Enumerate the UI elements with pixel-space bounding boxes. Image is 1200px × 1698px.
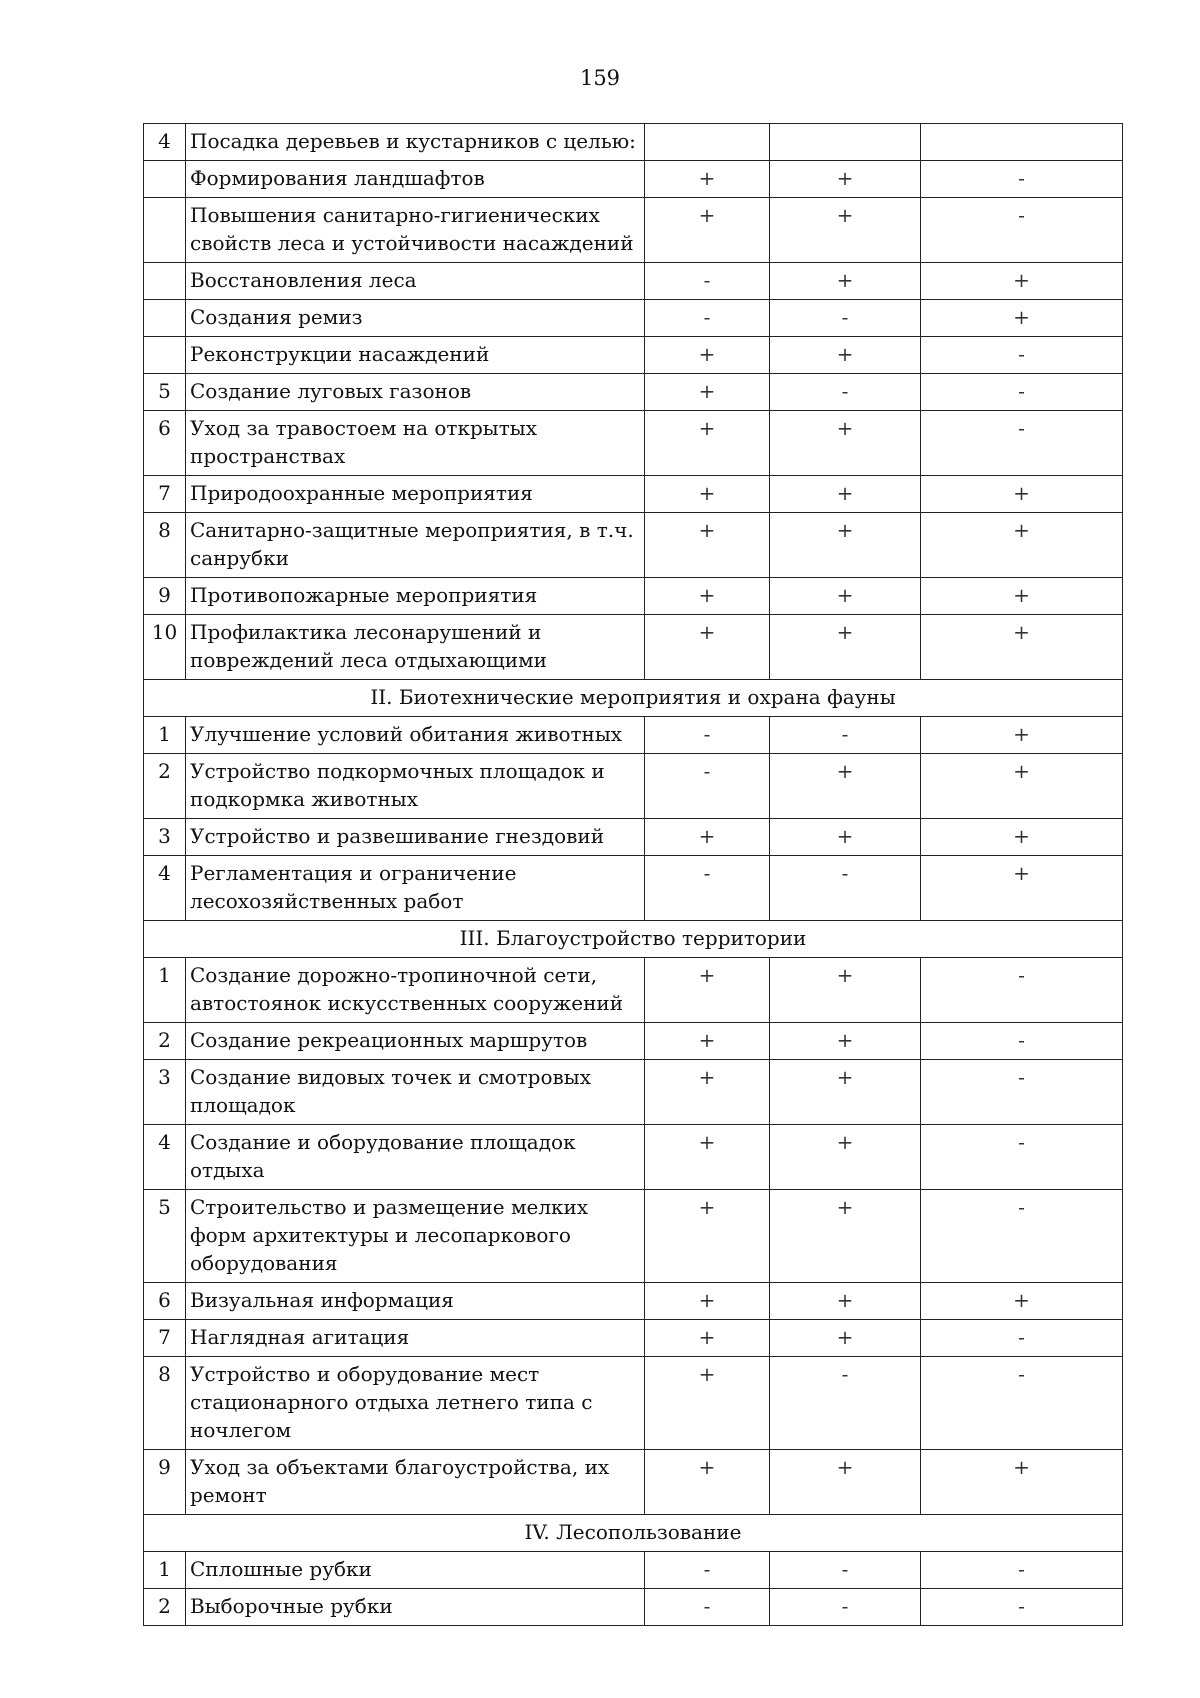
row-number: [144, 300, 186, 337]
table-row: [144, 1283, 1123, 1320]
table-row: [144, 1552, 1123, 1589]
mark-col-2: -: [770, 856, 921, 921]
measure-name: Природоохранные мероприятия: [186, 476, 645, 513]
mark-col-3: +: [921, 717, 1123, 754]
mark-col-3: -: [921, 411, 1123, 476]
mark-col-2: +: [770, 958, 921, 1023]
mark-col-1: +: [645, 1283, 770, 1320]
mark-col-2: +: [770, 161, 921, 198]
table-row: [144, 476, 1123, 513]
section-title: II. Биотехнические мероприятия и охрана фауны: [144, 680, 1123, 717]
mark-col-3: +: [921, 1283, 1123, 1320]
row-number: [144, 161, 186, 198]
mark-col-3: -: [921, 1190, 1123, 1283]
mark-col-3: -: [921, 1060, 1123, 1125]
mark-col-3: +: [921, 819, 1123, 856]
row-number: 3: [144, 819, 186, 856]
table-row: [144, 300, 1123, 337]
mark-col-1: +: [645, 1023, 770, 1060]
mark-col-1: +: [645, 1060, 770, 1125]
table-row: [144, 1320, 1123, 1357]
row-number: 5: [144, 1190, 186, 1283]
mark-col-3: -: [921, 1552, 1123, 1589]
mark-col-3: +: [921, 513, 1123, 578]
row-number: 10: [144, 615, 186, 680]
row-number: 1: [144, 958, 186, 1023]
row-number: 6: [144, 411, 186, 476]
measure-name: Регламентация и ограничение лесохозяйственных работ: [186, 856, 645, 921]
table-row: [144, 856, 1123, 921]
mark-col-2: +: [770, 1450, 921, 1515]
mark-col-1: +: [645, 958, 770, 1023]
mark-col-1: +: [645, 1320, 770, 1357]
mark-col-1: +: [645, 1125, 770, 1190]
measure-name: Наглядная агитация: [186, 1320, 645, 1357]
mark-col-1: +: [645, 1190, 770, 1283]
mark-col-1: +: [645, 1450, 770, 1515]
mark-col-3: +: [921, 578, 1123, 615]
table-row: [144, 1589, 1123, 1626]
table-row: [144, 1450, 1123, 1515]
row-number: 7: [144, 476, 186, 513]
table-row: [144, 161, 1123, 198]
table-row: [144, 198, 1123, 263]
row-number: 2: [144, 1023, 186, 1060]
mark-col-1: -: [645, 300, 770, 337]
mark-col-2: +: [770, 476, 921, 513]
row-number: 8: [144, 1357, 186, 1450]
mark-col-2: -: [770, 717, 921, 754]
table-row: [144, 1023, 1123, 1060]
mark-col-1: [645, 124, 770, 161]
measure-name: Улучшение условий обитания животных: [186, 717, 645, 754]
mark-col-2: +: [770, 615, 921, 680]
mark-col-2: +: [770, 1320, 921, 1357]
row-number: 9: [144, 578, 186, 615]
row-number: 7: [144, 1320, 186, 1357]
mark-col-3: -: [921, 1320, 1123, 1357]
measure-name: Посадка деревьев и кустарников с целью:: [186, 124, 645, 161]
row-number: 2: [144, 1589, 186, 1626]
row-number: 4: [144, 856, 186, 921]
mark-col-1: +: [645, 615, 770, 680]
measure-name: Создания ремиз: [186, 300, 645, 337]
mark-col-3: +: [921, 754, 1123, 819]
measure-name: Визуальная информация: [186, 1283, 645, 1320]
measures-table: [143, 123, 1123, 1626]
row-number: 1: [144, 1552, 186, 1589]
row-number: 4: [144, 124, 186, 161]
mark-col-3: -: [921, 1589, 1123, 1626]
measure-name: Реконструкции насаждений: [186, 337, 645, 374]
mark-col-3: -: [921, 1125, 1123, 1190]
table-row: [144, 513, 1123, 578]
mark-col-3: +: [921, 1450, 1123, 1515]
mark-col-2: +: [770, 337, 921, 374]
mark-col-1: +: [645, 1357, 770, 1450]
mark-col-2: +: [770, 819, 921, 856]
mark-col-1: +: [645, 198, 770, 263]
mark-col-1: -: [645, 1552, 770, 1589]
mark-col-1: +: [645, 513, 770, 578]
row-number: 1: [144, 717, 186, 754]
table-row: [144, 717, 1123, 754]
measure-name: Профилактика лесонарушений и повреждений леса отдыхающими: [186, 615, 645, 680]
mark-col-2: +: [770, 513, 921, 578]
row-number: 9: [144, 1450, 186, 1515]
table-body: [144, 124, 1123, 1626]
mark-col-2: +: [770, 1125, 921, 1190]
measure-name: Формирования ландшафтов: [186, 161, 645, 198]
section-title: IV. Лесопользование: [144, 1515, 1123, 1552]
mark-col-2: -: [770, 374, 921, 411]
measure-name: Создание рекреационных маршрутов: [186, 1023, 645, 1060]
mark-col-3: +: [921, 476, 1123, 513]
mark-col-1: -: [645, 717, 770, 754]
mark-col-3: +: [921, 263, 1123, 300]
row-number: 3: [144, 1060, 186, 1125]
mark-col-1: +: [645, 411, 770, 476]
mark-col-1: +: [645, 578, 770, 615]
mark-col-3: -: [921, 958, 1123, 1023]
table-row: [144, 1190, 1123, 1283]
row-number: 2: [144, 754, 186, 819]
section-header-row: [144, 1515, 1123, 1552]
row-number: [144, 263, 186, 300]
measure-name: Создание видовых точек и смотровых площадок: [186, 1060, 645, 1125]
mark-col-2: +: [770, 411, 921, 476]
mark-col-1: -: [645, 1589, 770, 1626]
mark-col-3: -: [921, 1357, 1123, 1450]
mark-col-1: -: [645, 263, 770, 300]
mark-col-3: -: [921, 374, 1123, 411]
measure-name: Уход за объектами благоустройства, их ремонт: [186, 1450, 645, 1515]
mark-col-3: [921, 124, 1123, 161]
mark-col-2: +: [770, 754, 921, 819]
mark-col-2: -: [770, 1357, 921, 1450]
mark-col-3: -: [921, 161, 1123, 198]
measure-name: Устройство и оборудование мест стационарного отдыха летнего типа с ночлегом: [186, 1357, 645, 1450]
row-number: 4: [144, 1125, 186, 1190]
mark-col-2: +: [770, 198, 921, 263]
mark-col-2: +: [770, 578, 921, 615]
measure-name: Сплошные рубки: [186, 1552, 645, 1589]
mark-col-3: +: [921, 300, 1123, 337]
measure-name: Уход за травостоем на открытых пространствах: [186, 411, 645, 476]
section-header-row: [144, 921, 1123, 958]
table-row: [144, 1060, 1123, 1125]
table-row: [144, 374, 1123, 411]
mark-col-3: -: [921, 198, 1123, 263]
measure-name: Санитарно-защитные мероприятия, в т.ч. санрубки: [186, 513, 645, 578]
table-row: [144, 263, 1123, 300]
table-row: [144, 615, 1123, 680]
page-number: 159: [579, 66, 621, 90]
table-row: [144, 124, 1123, 161]
measure-name: Противопожарные мероприятия: [186, 578, 645, 615]
row-number: [144, 337, 186, 374]
mark-col-3: +: [921, 856, 1123, 921]
row-number: 6: [144, 1283, 186, 1320]
section-header-row: [144, 680, 1123, 717]
mark-col-2: +: [770, 1060, 921, 1125]
table-row: [144, 411, 1123, 476]
measure-name: Создание дорожно-тропиночной сети, автостоянок искусственных сооружений: [186, 958, 645, 1023]
mark-col-2: +: [770, 263, 921, 300]
row-number: [144, 198, 186, 263]
measure-name: Устройство и развешивание гнездовий: [186, 819, 645, 856]
mark-col-2: +: [770, 1190, 921, 1283]
measure-name: Восстановления леса: [186, 263, 645, 300]
measure-name: Выборочные рубки: [186, 1589, 645, 1626]
mark-col-1: -: [645, 856, 770, 921]
mark-col-1: +: [645, 337, 770, 374]
measure-name: Создание луговых газонов: [186, 374, 645, 411]
table-row: [144, 578, 1123, 615]
mark-col-1: +: [645, 374, 770, 411]
mark-col-2: -: [770, 300, 921, 337]
table-row: [144, 337, 1123, 374]
table-row: [144, 958, 1123, 1023]
table-row: [144, 754, 1123, 819]
table-row: [144, 819, 1123, 856]
table-row: [144, 1125, 1123, 1190]
mark-col-2: +: [770, 1283, 921, 1320]
mark-col-1: -: [645, 754, 770, 819]
measure-name: Строительство и размещение мелких форм архитектуры и лесопаркового оборудования: [186, 1190, 645, 1283]
measure-name: Создание и оборудование площадок отдыха: [186, 1125, 645, 1190]
row-number: 5: [144, 374, 186, 411]
mark-col-2: [770, 124, 921, 161]
mark-col-2: -: [770, 1589, 921, 1626]
mark-col-1: +: [645, 161, 770, 198]
measure-name: Повышения санитарно-гигиенических свойств леса и устойчивости насаждений: [186, 198, 645, 263]
mark-col-3: -: [921, 337, 1123, 374]
section-title: III. Благоустройство территории: [144, 921, 1123, 958]
mark-col-1: +: [645, 476, 770, 513]
mark-col-1: +: [645, 819, 770, 856]
measure-name: Устройство подкормочных площадок и подкормка животных: [186, 754, 645, 819]
mark-col-3: -: [921, 1023, 1123, 1060]
table-row: [144, 1357, 1123, 1450]
row-number: 8: [144, 513, 186, 578]
mark-col-3: +: [921, 615, 1123, 680]
mark-col-2: +: [770, 1023, 921, 1060]
mark-col-2: -: [770, 1552, 921, 1589]
